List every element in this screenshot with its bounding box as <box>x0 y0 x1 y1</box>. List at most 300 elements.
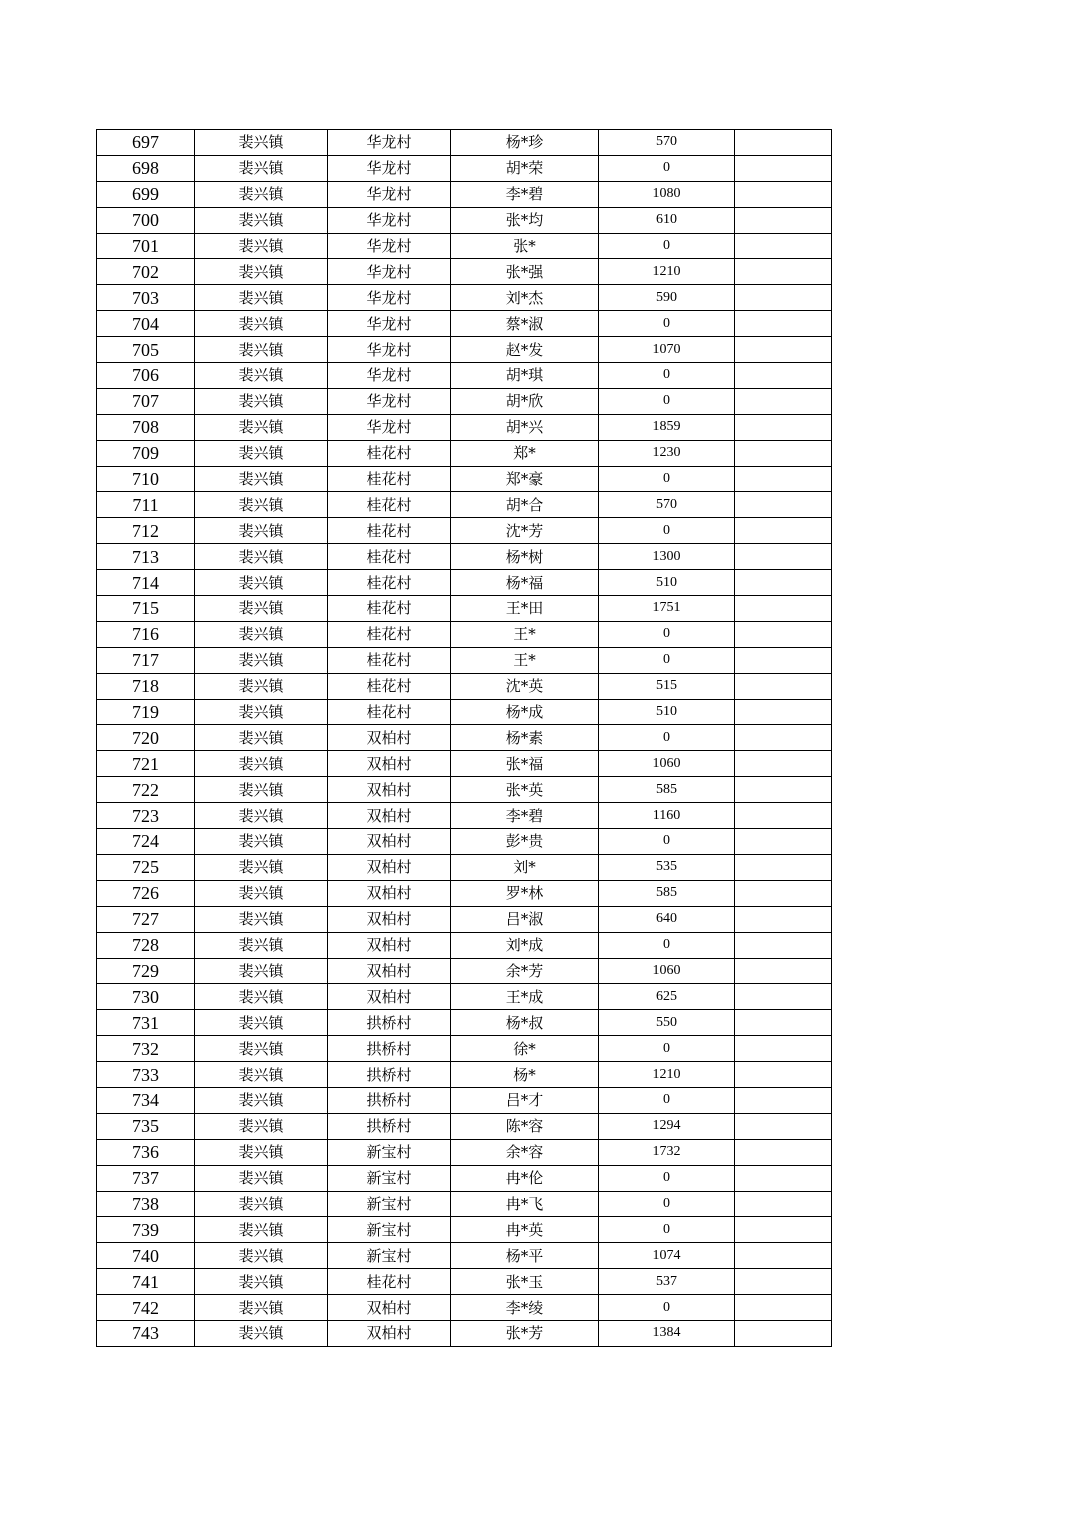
village-cell: 桂花村 <box>328 466 451 492</box>
village-cell: 华龙村 <box>328 181 451 207</box>
remark-cell <box>735 1295 832 1321</box>
table-row <box>97 647 832 673</box>
remark-cell <box>735 181 832 207</box>
row-number: 721 <box>97 751 195 777</box>
town-cell: 裴兴镇 <box>195 311 328 337</box>
village-cell: 华龙村 <box>328 130 451 156</box>
village-cell: 华龙村 <box>328 285 451 311</box>
town-cell: 裴兴镇 <box>195 725 328 751</box>
table-row <box>97 596 832 622</box>
village-cell: 双柏村 <box>328 854 451 880</box>
amount-cell: 0 <box>599 1295 735 1321</box>
row-number: 741 <box>97 1269 195 1295</box>
remark-cell <box>735 1010 832 1036</box>
amount-cell: 0 <box>599 932 735 958</box>
remark-cell <box>735 751 832 777</box>
remark-cell <box>735 1062 832 1088</box>
table-row <box>97 570 832 596</box>
table-row <box>97 285 832 311</box>
remark-cell <box>735 440 832 466</box>
village-cell: 桂花村 <box>328 518 451 544</box>
town-cell: 裴兴镇 <box>195 1087 328 1113</box>
village-cell: 双柏村 <box>328 984 451 1010</box>
table-row <box>97 1139 832 1165</box>
remark-cell <box>735 570 832 596</box>
amount-cell: 537 <box>599 1269 735 1295</box>
town-cell: 裴兴镇 <box>195 544 328 570</box>
amount-cell: 0 <box>599 1087 735 1113</box>
amount-cell: 1080 <box>599 181 735 207</box>
village-cell: 双柏村 <box>328 1320 451 1346</box>
town-cell: 裴兴镇 <box>195 647 328 673</box>
row-number: 712 <box>97 518 195 544</box>
town-cell: 裴兴镇 <box>195 337 328 363</box>
remark-cell <box>735 155 832 181</box>
table-row <box>97 777 832 803</box>
table-row <box>97 932 832 958</box>
row-number: 725 <box>97 854 195 880</box>
village-cell: 桂花村 <box>328 621 451 647</box>
town-cell: 裴兴镇 <box>195 181 328 207</box>
remark-cell <box>735 1165 832 1191</box>
amount-cell: 585 <box>599 777 735 803</box>
village-cell: 新宝村 <box>328 1243 451 1269</box>
town-cell: 裴兴镇 <box>195 1243 328 1269</box>
name-cell: 杨*叔 <box>451 1010 599 1036</box>
table-row <box>97 1062 832 1088</box>
remark-cell <box>735 466 832 492</box>
row-number: 702 <box>97 259 195 285</box>
town-cell: 裴兴镇 <box>195 699 328 725</box>
amount-cell: 0 <box>599 1217 735 1243</box>
table-row <box>97 673 832 699</box>
town-cell: 裴兴镇 <box>195 440 328 466</box>
remark-cell <box>735 1036 832 1062</box>
town-cell: 裴兴镇 <box>195 880 328 906</box>
row-number: 715 <box>97 596 195 622</box>
village-cell: 双柏村 <box>328 958 451 984</box>
village-cell: 桂花村 <box>328 1269 451 1295</box>
table-row <box>97 1320 832 1346</box>
row-number: 718 <box>97 673 195 699</box>
remark-cell <box>735 285 832 311</box>
town-cell: 裴兴镇 <box>195 1320 328 1346</box>
row-number: 711 <box>97 492 195 518</box>
row-number: 734 <box>97 1087 195 1113</box>
table-row <box>97 1010 832 1036</box>
town-cell: 裴兴镇 <box>195 207 328 233</box>
amount-cell: 0 <box>599 725 735 751</box>
town-cell: 裴兴镇 <box>195 932 328 958</box>
row-number: 720 <box>97 725 195 751</box>
village-cell: 桂花村 <box>328 596 451 622</box>
remark-cell <box>735 596 832 622</box>
row-number: 700 <box>97 207 195 233</box>
remark-cell <box>735 621 832 647</box>
table-row <box>97 880 832 906</box>
row-number: 708 <box>97 414 195 440</box>
remark-cell <box>735 388 832 414</box>
row-number: 739 <box>97 1217 195 1243</box>
row-number: 736 <box>97 1139 195 1165</box>
table-row <box>97 725 832 751</box>
table-row <box>97 1243 832 1269</box>
remark-cell <box>735 1139 832 1165</box>
table-row <box>97 233 832 259</box>
row-number: 726 <box>97 880 195 906</box>
name-cell: 余*容 <box>451 1139 599 1165</box>
row-number: 698 <box>97 155 195 181</box>
name-cell: 刘*杰 <box>451 285 599 311</box>
town-cell: 裴兴镇 <box>195 233 328 259</box>
town-cell: 裴兴镇 <box>195 803 328 829</box>
village-cell: 华龙村 <box>328 155 451 181</box>
name-cell: 杨*树 <box>451 544 599 570</box>
town-cell: 裴兴镇 <box>195 854 328 880</box>
table-row <box>97 466 832 492</box>
village-cell: 桂花村 <box>328 647 451 673</box>
name-cell: 王*成 <box>451 984 599 1010</box>
town-cell: 裴兴镇 <box>195 1062 328 1088</box>
row-number: 704 <box>97 311 195 337</box>
name-cell: 张*玉 <box>451 1269 599 1295</box>
amount-cell: 0 <box>599 466 735 492</box>
village-cell: 桂花村 <box>328 673 451 699</box>
amount-cell: 1060 <box>599 751 735 777</box>
village-cell: 华龙村 <box>328 388 451 414</box>
table-row <box>97 984 832 1010</box>
amount-cell: 0 <box>599 388 735 414</box>
remark-cell <box>735 1269 832 1295</box>
amount-cell: 625 <box>599 984 735 1010</box>
remark-cell <box>735 777 832 803</box>
amount-cell: 1074 <box>599 1243 735 1269</box>
remark-cell <box>735 544 832 570</box>
name-cell: 吕*淑 <box>451 906 599 932</box>
town-cell: 裴兴镇 <box>195 363 328 389</box>
name-cell: 李*碧 <box>451 181 599 207</box>
name-cell: 张*福 <box>451 751 599 777</box>
name-cell: 杨*平 <box>451 1243 599 1269</box>
name-cell: 胡*合 <box>451 492 599 518</box>
table-row <box>97 363 832 389</box>
remark-cell <box>735 880 832 906</box>
name-cell: 刘* <box>451 854 599 880</box>
table-row <box>97 1165 832 1191</box>
name-cell: 王* <box>451 647 599 673</box>
remark-cell <box>735 932 832 958</box>
town-cell: 裴兴镇 <box>195 906 328 932</box>
table-row <box>97 699 832 725</box>
row-number: 701 <box>97 233 195 259</box>
remark-cell <box>735 829 832 855</box>
name-cell: 冉*英 <box>451 1217 599 1243</box>
name-cell: 张*英 <box>451 777 599 803</box>
name-cell: 杨*珍 <box>451 130 599 156</box>
village-cell: 双柏村 <box>328 803 451 829</box>
amount-cell: 1294 <box>599 1113 735 1139</box>
remark-cell <box>735 673 832 699</box>
name-cell: 沈*英 <box>451 673 599 699</box>
town-cell: 裴兴镇 <box>195 1165 328 1191</box>
village-cell: 桂花村 <box>328 699 451 725</box>
town-cell: 裴兴镇 <box>195 777 328 803</box>
amount-cell: 640 <box>599 906 735 932</box>
table-row <box>97 130 832 156</box>
remark-cell <box>735 311 832 337</box>
town-cell: 裴兴镇 <box>195 1113 328 1139</box>
town-cell: 裴兴镇 <box>195 492 328 518</box>
name-cell: 张*芳 <box>451 1320 599 1346</box>
row-number: 737 <box>97 1165 195 1191</box>
village-cell: 桂花村 <box>328 440 451 466</box>
amount-cell: 1070 <box>599 337 735 363</box>
remark-cell <box>735 647 832 673</box>
amount-cell: 0 <box>599 233 735 259</box>
table-row <box>97 1113 832 1139</box>
amount-cell: 515 <box>599 673 735 699</box>
remark-cell <box>735 259 832 285</box>
amount-cell: 0 <box>599 155 735 181</box>
amount-cell: 570 <box>599 492 735 518</box>
town-cell: 裴兴镇 <box>195 570 328 596</box>
table-row <box>97 440 832 466</box>
remark-cell <box>735 518 832 544</box>
amount-cell: 510 <box>599 699 735 725</box>
table-body <box>97 130 832 1347</box>
remark-cell <box>735 1243 832 1269</box>
remark-cell <box>735 725 832 751</box>
row-number: 703 <box>97 285 195 311</box>
table-row <box>97 492 832 518</box>
amount-cell: 1230 <box>599 440 735 466</box>
town-cell: 裴兴镇 <box>195 984 328 1010</box>
village-cell: 双柏村 <box>328 880 451 906</box>
remark-cell <box>735 854 832 880</box>
amount-cell: 0 <box>599 1036 735 1062</box>
name-cell: 吕*才 <box>451 1087 599 1113</box>
row-number: 742 <box>97 1295 195 1321</box>
town-cell: 裴兴镇 <box>195 1010 328 1036</box>
remark-cell <box>735 1113 832 1139</box>
table-row <box>97 1269 832 1295</box>
remark-cell <box>735 803 832 829</box>
row-number: 717 <box>97 647 195 673</box>
town-cell: 裴兴镇 <box>195 259 328 285</box>
town-cell: 裴兴镇 <box>195 1191 328 1217</box>
village-cell: 华龙村 <box>328 414 451 440</box>
table-row <box>97 829 832 855</box>
row-number: 740 <box>97 1243 195 1269</box>
table-row <box>97 803 832 829</box>
row-number: 732 <box>97 1036 195 1062</box>
village-cell: 双柏村 <box>328 751 451 777</box>
amount-cell: 585 <box>599 880 735 906</box>
table-row <box>97 414 832 440</box>
name-cell: 陈*容 <box>451 1113 599 1139</box>
amount-cell: 0 <box>599 829 735 855</box>
village-cell: 双柏村 <box>328 725 451 751</box>
row-number: 713 <box>97 544 195 570</box>
town-cell: 裴兴镇 <box>195 1269 328 1295</box>
name-cell: 余*芳 <box>451 958 599 984</box>
name-cell: 杨*福 <box>451 570 599 596</box>
amount-cell: 0 <box>599 647 735 673</box>
row-number: 729 <box>97 958 195 984</box>
remark-cell <box>735 233 832 259</box>
village-cell: 新宝村 <box>328 1139 451 1165</box>
name-cell: 蔡*淑 <box>451 311 599 337</box>
amount-cell: 590 <box>599 285 735 311</box>
village-cell: 桂花村 <box>328 570 451 596</box>
table-row <box>97 259 832 285</box>
village-cell: 拱桥村 <box>328 1062 451 1088</box>
table-row <box>97 544 832 570</box>
row-number: 730 <box>97 984 195 1010</box>
remark-cell <box>735 130 832 156</box>
amount-cell: 0 <box>599 518 735 544</box>
remark-cell <box>735 1191 832 1217</box>
village-cell: 拱桥村 <box>328 1010 451 1036</box>
table-row <box>97 518 832 544</box>
town-cell: 裴兴镇 <box>195 466 328 492</box>
amount-cell: 0 <box>599 1191 735 1217</box>
remark-cell <box>735 1217 832 1243</box>
name-cell: 张* <box>451 233 599 259</box>
name-cell: 王* <box>451 621 599 647</box>
amount-cell: 1160 <box>599 803 735 829</box>
town-cell: 裴兴镇 <box>195 596 328 622</box>
row-number: 707 <box>97 388 195 414</box>
name-cell: 冉*伦 <box>451 1165 599 1191</box>
name-cell: 张*强 <box>451 259 599 285</box>
remark-cell <box>735 1087 832 1113</box>
remark-cell <box>735 1320 832 1346</box>
town-cell: 裴兴镇 <box>195 1295 328 1321</box>
row-number: 735 <box>97 1113 195 1139</box>
table-row <box>97 1217 832 1243</box>
village-cell: 华龙村 <box>328 259 451 285</box>
village-cell: 华龙村 <box>328 311 451 337</box>
town-cell: 裴兴镇 <box>195 518 328 544</box>
name-cell: 罗*林 <box>451 880 599 906</box>
name-cell: 张*均 <box>451 207 599 233</box>
village-cell: 华龙村 <box>328 337 451 363</box>
village-cell: 双柏村 <box>328 932 451 958</box>
amount-cell: 610 <box>599 207 735 233</box>
village-cell: 双柏村 <box>328 906 451 932</box>
name-cell: 郑*豪 <box>451 466 599 492</box>
remark-cell <box>735 363 832 389</box>
amount-cell: 1859 <box>599 414 735 440</box>
table-row <box>97 1087 832 1113</box>
village-cell: 桂花村 <box>328 544 451 570</box>
table-row <box>97 337 832 363</box>
remark-cell <box>735 906 832 932</box>
amount-cell: 0 <box>599 363 735 389</box>
name-cell: 胡*荣 <box>451 155 599 181</box>
town-cell: 裴兴镇 <box>195 285 328 311</box>
village-cell: 拱桥村 <box>328 1087 451 1113</box>
town-cell: 裴兴镇 <box>195 751 328 777</box>
row-number: 727 <box>97 906 195 932</box>
amount-cell: 0 <box>599 621 735 647</box>
village-cell: 华龙村 <box>328 207 451 233</box>
row-number: 697 <box>97 130 195 156</box>
village-cell: 双柏村 <box>328 1295 451 1321</box>
amount-cell: 510 <box>599 570 735 596</box>
town-cell: 裴兴镇 <box>195 1139 328 1165</box>
name-cell: 杨* <box>451 1062 599 1088</box>
row-number: 733 <box>97 1062 195 1088</box>
remark-cell <box>735 337 832 363</box>
amount-cell: 1300 <box>599 544 735 570</box>
row-number: 738 <box>97 1191 195 1217</box>
village-cell: 华龙村 <box>328 363 451 389</box>
table-row <box>97 181 832 207</box>
remark-cell <box>735 414 832 440</box>
table-row <box>97 854 832 880</box>
remark-cell <box>735 984 832 1010</box>
town-cell: 裴兴镇 <box>195 1036 328 1062</box>
town-cell: 裴兴镇 <box>195 414 328 440</box>
name-cell: 杨*素 <box>451 725 599 751</box>
town-cell: 裴兴镇 <box>195 958 328 984</box>
name-cell: 彭*贵 <box>451 829 599 855</box>
row-number: 719 <box>97 699 195 725</box>
row-number: 723 <box>97 803 195 829</box>
town-cell: 裴兴镇 <box>195 388 328 414</box>
name-cell: 李*碧 <box>451 803 599 829</box>
row-number: 722 <box>97 777 195 803</box>
amount-cell: 1060 <box>599 958 735 984</box>
table-row <box>97 155 832 181</box>
town-cell: 裴兴镇 <box>195 130 328 156</box>
table-row <box>97 1036 832 1062</box>
amount-cell: 1732 <box>599 1139 735 1165</box>
village-cell: 双柏村 <box>328 829 451 855</box>
row-number: 710 <box>97 466 195 492</box>
row-number: 743 <box>97 1320 195 1346</box>
amount-cell: 1210 <box>599 259 735 285</box>
amount-cell: 0 <box>599 1165 735 1191</box>
row-number: 714 <box>97 570 195 596</box>
remark-cell <box>735 699 832 725</box>
name-cell: 郑* <box>451 440 599 466</box>
village-cell: 新宝村 <box>328 1165 451 1191</box>
town-cell: 裴兴镇 <box>195 673 328 699</box>
row-number: 731 <box>97 1010 195 1036</box>
amount-cell: 570 <box>599 130 735 156</box>
remark-cell <box>735 207 832 233</box>
row-number: 716 <box>97 621 195 647</box>
row-number: 709 <box>97 440 195 466</box>
village-cell: 桂花村 <box>328 492 451 518</box>
village-cell: 双柏村 <box>328 777 451 803</box>
town-cell: 裴兴镇 <box>195 829 328 855</box>
row-number: 706 <box>97 363 195 389</box>
table-row <box>97 388 832 414</box>
amount-cell: 1210 <box>599 1062 735 1088</box>
table-row <box>97 207 832 233</box>
name-cell: 刘*成 <box>451 932 599 958</box>
amount-cell: 550 <box>599 1010 735 1036</box>
table-row <box>97 751 832 777</box>
name-cell: 胡*欣 <box>451 388 599 414</box>
table-row <box>97 958 832 984</box>
row-number: 724 <box>97 829 195 855</box>
data-table <box>96 129 832 1347</box>
